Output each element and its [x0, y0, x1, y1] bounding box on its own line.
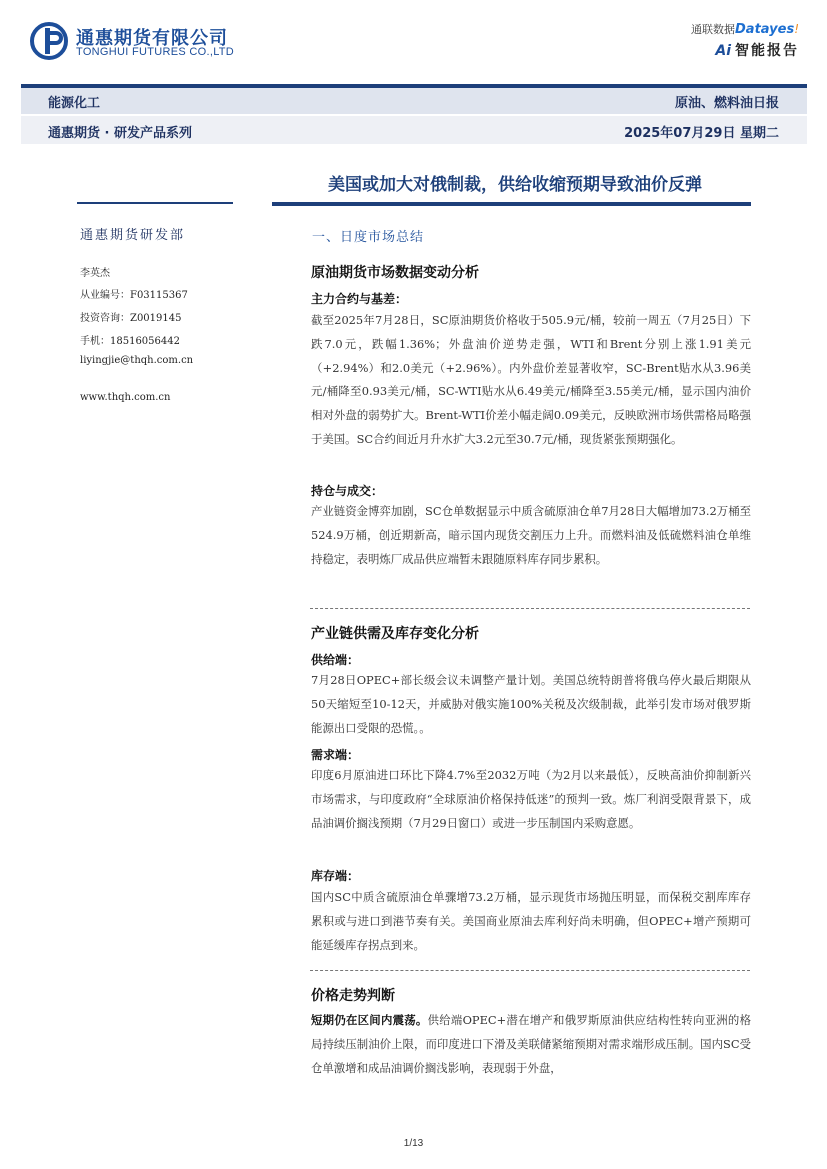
banner-sector: 能源化工	[48, 96, 101, 111]
sidebar-phone: 手机：18516056442	[80, 336, 180, 347]
banner-top-rule	[21, 84, 807, 88]
paragraph-demand: 印度6月原油进口环比下降4.7%至2032万吨（为2月以来最低），反映高油价抑制新兴市场需求，与印度政府“全球原油价格保持低迷”的预判一致。炼厂利润受限背景下，成品油调价搁浅预期（7月29日窗口）或进一步压制国内采购意愿。	[311, 768, 751, 830]
trend-body: 供给端OPEC+潜在增产和俄罗斯原油供应结构性转向亚洲的格局持续压制油价上限，而印度进口下滑及美联储紧缩预期对需求端形成压制。国内SC受仓单激增和成品油调价搁浅影响，表现弱于外盘，	[311, 1013, 751, 1075]
banner-series: 通惠期货 · 研发产品系列	[48, 126, 192, 141]
heading-demand: 需求端：	[311, 748, 360, 762]
company-logo-icon	[30, 22, 68, 60]
banner-date: 2025年07月29日 星期二	[624, 126, 779, 141]
sidebar-website[interactable]: www.thqh.com.cn	[80, 392, 171, 403]
ai-report-label: Ai 智能报告	[715, 43, 799, 59]
section-divider	[310, 970, 750, 971]
page-number: 1/13	[403, 1138, 424, 1149]
sidebar-author: 李英杰	[80, 268, 110, 279]
company-name-cn: 通惠期货有限公司	[76, 28, 228, 49]
section-divider	[310, 608, 750, 609]
heading-position: 持仓与成交：	[311, 484, 384, 498]
heading-chain: 产业链供需及库存变化分析	[311, 626, 479, 642]
heading-supply: 供给端：	[311, 653, 360, 667]
sidebar-email[interactable]: liyingjie@thqh.com.cn	[80, 355, 194, 366]
title-rule	[272, 202, 751, 206]
banner-report-type: 原油、燃料油日报	[674, 96, 779, 111]
paragraph-main-contract: 截至2025年7月28日，SC原油期货价格收于505.9元/桶，较前一周五（7月25日）下跌7.0元，跌幅1.36%；外盘油价逆势走强，WTI和Brent分别上涨1.91美元（+2.94%）和2.0美元（+2.96%）。内外盘价差显著收窄，SC-Brent贴水从3.96美元/桶降至0.93美元/桶，SC-WTI贴水从6.49美元/桶降至3.55美元/桶，显示国内油价相对外盘的弱势扩大。Brent-WTI价差小幅走阔0.09美元，反映欧洲市场供需格局略强于美国。SC合约间近月升水扩大3.2元至30.7元/桶，现货紧张预期强化。	[311, 313, 751, 446]
sidebar-license: 从业编号：F03115367	[80, 290, 188, 301]
paragraph-position: 产业链资金博弈加剧，SC仓单数据显示中质含硫原油仓单7月28日大幅增加73.2万桶至524.9万桶，创近期新高，暗示国内现货交割压力上升。而燃料油及低硫燃料油仓单维持稳定，表明炼厂成品供应端暂未跟随原料库存同步累积。	[311, 504, 751, 566]
company-name-en: TONGHUI FUTURES CO.,LTD	[76, 46, 235, 58]
section-heading: 一、日度市场总结	[312, 230, 425, 245]
sidebar-advisory: 投资咨询：Z0019145	[80, 313, 182, 324]
report-title: 美国或加大对俄制裁，供给收缩预期导致油价反弹	[328, 175, 702, 195]
partner-brand: 通联数据Datayes!	[691, 22, 799, 37]
heading-trend: 价格走势判断	[311, 988, 395, 1004]
trend-lead: 短期仍在区间内震荡。	[311, 1013, 428, 1027]
paragraph-inventory: 国内SC中质含硫原油仓单骤增73.2万桶，显示现货市场抛压明显，而保税交割库库存累积或与进口到港节奏有关。美国商业原油去库利好尚未明确，但OPEC+增产预期可能延缓库存拐点到来。	[311, 890, 751, 952]
heading-inventory: 库存端：	[311, 869, 360, 883]
paragraph-trend	[311, 1009, 751, 1080]
heading-main-contract: 主力合约与基差：	[311, 292, 408, 306]
sidebar-dept: 通惠期货研发部	[80, 228, 186, 243]
heading-market: 原油期货市场数据变动分析	[311, 265, 479, 281]
paragraph-supply: 7月28日OPEC+部长级会议未调整产量计划。美国总统特朗普将俄乌停火最后期限从50天缩短至10-12天，并威胁对俄实施100%关税及次级制裁，此举引发市场对俄罗斯能源出口受限的恐慌。。	[311, 673, 751, 735]
sidebar-rule	[77, 202, 233, 204]
